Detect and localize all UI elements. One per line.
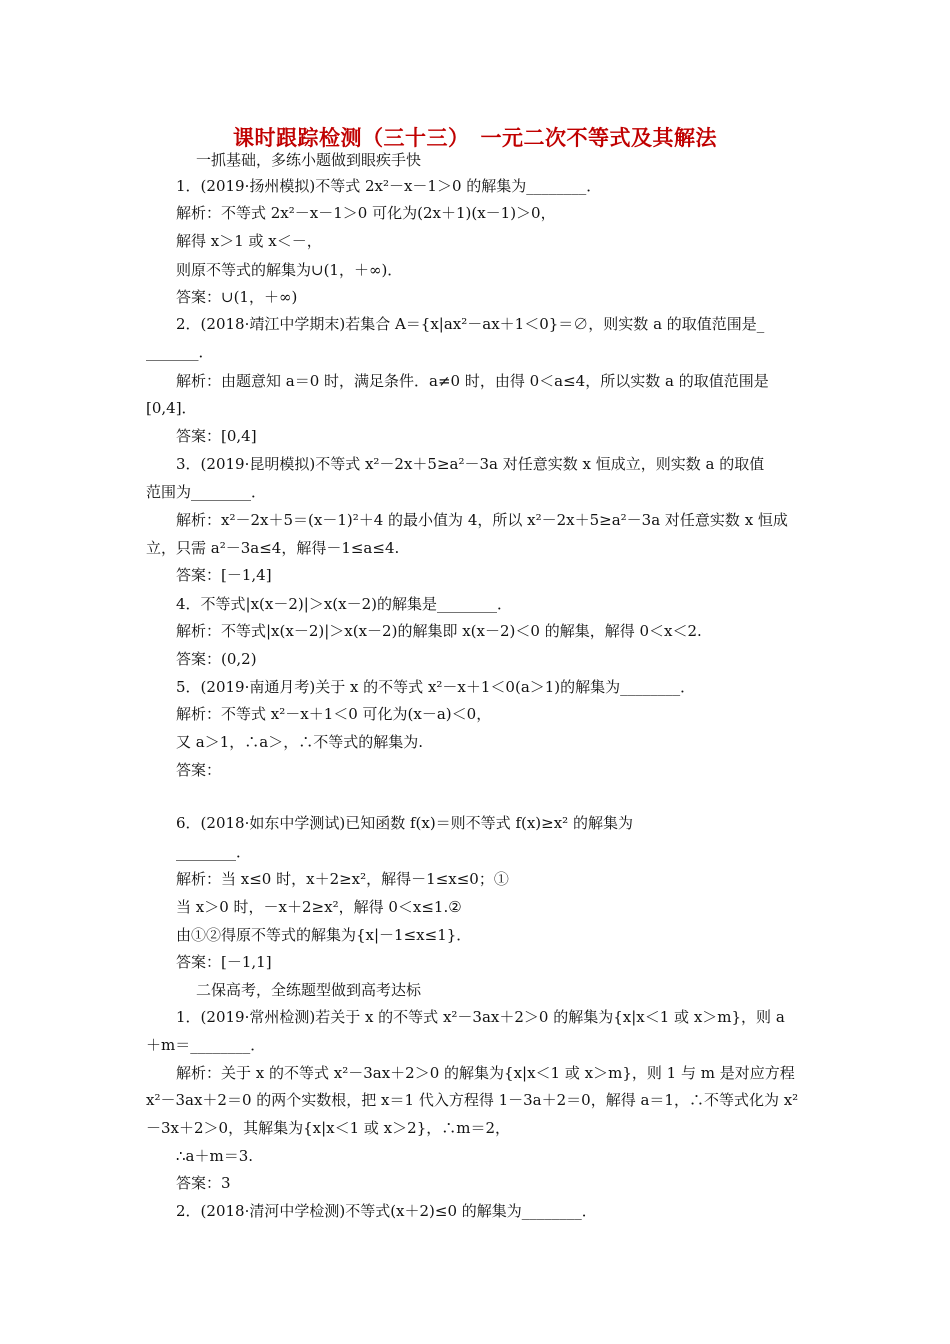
text-line: 又 a＞1，∴a＞，∴不等式的解集为. — [176, 733, 423, 751]
section-heading-basic: 一抓基础，多练小题做到眼疾手快 — [196, 151, 422, 169]
text-line: 解得 x＞1 或 x＜－， — [176, 232, 322, 250]
answer-line: 答案：∪(1，＋∞) — [176, 288, 298, 306]
text-line: 由①②得原不等式的解集为{x|－1≤x≤1}． — [176, 926, 472, 944]
text-line: [0,4]． — [146, 399, 197, 417]
text-line: 立，只需 a²－3a≤4，解得－1≤a≤4. — [146, 539, 400, 557]
text-line: 则原不等式的解集为∪(1，＋∞)． — [176, 261, 403, 279]
text-line: 当 x＞0 时，－x＋2≥x²，解得 0＜x≤1.② — [176, 898, 462, 916]
text-line: 解析：当 x≤0 时，x＋2≥x²，解得－1≤x≤0；① — [176, 870, 509, 888]
text-line: ________． — [176, 843, 252, 861]
text-line: ∴a＋m＝3. — [176, 1147, 254, 1165]
text-line: 解析：不等式 2x²－x－1＞0 可化为(2x＋1)(x－1)＞0， — [176, 204, 556, 222]
text-line: 6．(2018·如东中学测试)已知函数 f(x)＝则不等式 f(x)≥x² 的解集为 — [176, 814, 633, 832]
section-heading-advanced: 二保高考，全练题型做到高考达标 — [196, 981, 422, 999]
text-line: 1．(2019·常州检测)若关于 x 的不等式 x²－3ax＋2＞0 的解集为{x|x＜1 或 x＞m}，则 a — [176, 1008, 785, 1026]
answer-line: 答案：(0,2) — [176, 650, 257, 668]
text-line: 1．(2019·扬州模拟)不等式 2x²－x－1＞0 的解集为________． — [176, 177, 602, 195]
text-line: 解析：由题意知 a＝0 时，满足条件．a≠0 时，由得 0＜a≤4，所以实数 a 的取值范围是 — [176, 372, 769, 390]
text-line: 4．不等式|x(x－2)|＞x(x－2)的解集是________． — [176, 595, 512, 613]
text-line: 5．(2019·南通月考)关于 x 的不等式 x²－x＋1＜0(a＞1)的解集为________． — [176, 678, 696, 696]
text-line: －3x＋2＞0，其解集为{x|x＜1 或 x＞2}，∴m＝2， — [146, 1119, 511, 1137]
answer-line: 答案：[0,4] — [176, 427, 257, 445]
text-line: 3．(2019·昆明模拟)不等式 x²－2x＋5≥a²－3a 对任意实数 x 恒成立，则实数 a 的取值 — [176, 455, 765, 473]
text-line: 2．(2018·清河中学检测)不等式(x＋2)≤0 的解集为________． — [176, 1202, 597, 1220]
text-line: 解析：关于 x 的不等式 x²－3ax＋2＞0 的解集为{x|x＜1 或 x＞m}，则 1 与 m 是对应方程 — [176, 1064, 795, 1082]
text-line: 解析：x²－2x＋5＝(x－1)²＋4 的最小值为 4，所以 x²－2x＋5≥a²－3a 对任意实数 x 恒成 — [176, 511, 788, 529]
text-line: ＋m＝________． — [146, 1036, 266, 1054]
answer-line: 答案： — [176, 761, 222, 779]
text-line: 解析：不等式|x(x－2)|＞x(x－2)的解集即 x(x－2)＜0 的解集，解得 0＜x＜2. — [176, 622, 702, 640]
answer-line: 答案：[－1,1] — [176, 953, 272, 971]
text-line: x²－3ax＋2＝0 的两个实数根，把 x＝1 代入方程得 1－3a＋2＝0，解得 a＝1，∴不等式化为 x² — [146, 1091, 799, 1109]
text-line: 范围为________． — [146, 483, 267, 501]
text-line: 解析：不等式 x²－x＋1＜0 可化为(x－a)＜0， — [176, 705, 492, 723]
text-line: 2．(2018·靖江中学期末)若集合 A＝{x|ax²－ax＋1＜0}＝∅，则实数 a 的取值范围是_ — [176, 315, 765, 333]
page-title: 课时跟踪检测（三十三） 一元二次不等式及其解法 — [233, 125, 717, 150]
text-line: _______． — [146, 343, 214, 361]
answer-line: 答案：[－1,4] — [176, 566, 272, 584]
answer-line: 答案：3 — [176, 1174, 231, 1192]
